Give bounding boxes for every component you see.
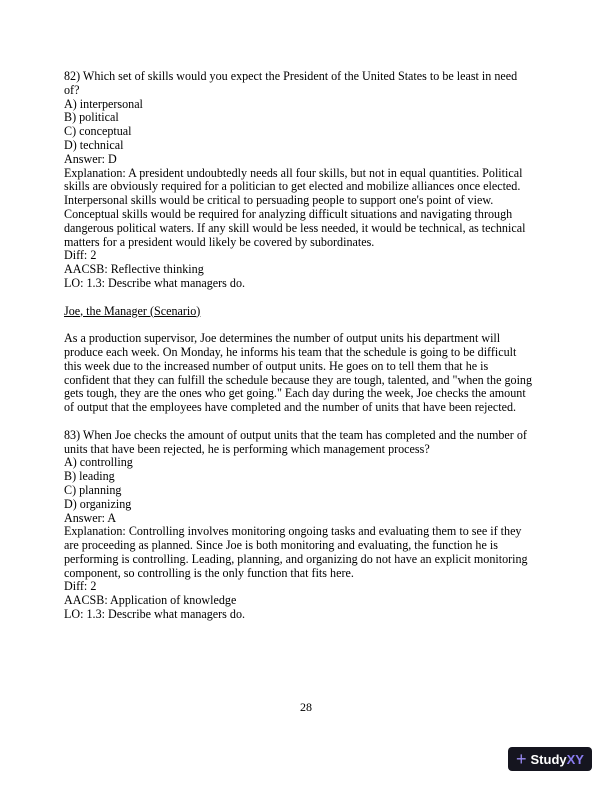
explanation-line: Explanation: A president undoubtedly needs all four skills, but not in equal quantities. Political	[64, 165, 523, 180]
option-c: C) planning	[64, 482, 122, 497]
option-b: B) leading	[64, 469, 115, 484]
explanation-line: performing is controlling. Leading, planning, and organizing do not have an explicit monitoring	[64, 551, 528, 566]
explanation-line: are proceeding as planned. Since Joe is both monitoring and evaluating, the function he is	[64, 538, 498, 553]
difficulty: Diff: 2	[64, 579, 97, 594]
scenario-line: gets tough, they are the ones who get going." Each day during the week, Joe checks the amount	[64, 386, 526, 401]
aacsb: AACSB: Reflective thinking	[64, 262, 204, 277]
learning-objective: LO: 1.3: Describe what managers do.	[64, 607, 246, 622]
aacsb: AACSB: Application of knowledge	[64, 593, 237, 608]
explanation-line: matters for a president would likely be covered by subordinates.	[64, 234, 375, 249]
difficulty: Diff: 2	[64, 248, 97, 263]
option-a: A) interpersonal	[64, 96, 143, 111]
explanation-line: component, so controlling is the only function that fits here.	[64, 565, 354, 580]
explanation-line: dangerous political waters. If any skill would be less needed, it would be technical, as technical	[64, 220, 526, 235]
explanation-line: Interpersonal skills would be critical to persuading people to support one's point of view.	[64, 193, 494, 208]
option-a: A) controlling	[64, 455, 133, 470]
question-text: 83) When Joe checks the amount of output units that the team has completed and the number of	[64, 427, 527, 442]
question-text: 82) Which set of skills would you expect the President of the United States to be least in need	[64, 69, 518, 83]
studyxy-logo[interactable]	[508, 747, 592, 771]
scenario-heading: Joe, the Manager (Scenario)	[64, 303, 201, 318]
explanation-line: skills are obviously required for a politician to get elected and mobilize alliances once elected.	[64, 179, 521, 194]
question-83	[64, 429, 554, 622]
option-d: D) organizing	[64, 496, 132, 511]
option-b: B) political	[64, 110, 119, 125]
plus-icon: +	[516, 749, 527, 769]
page-content	[64, 70, 554, 622]
answer: Answer: D	[64, 151, 117, 166]
question-text: of?	[64, 82, 80, 97]
scenario-line: of output that the employees have completed and the number of units that have been rejected.	[64, 400, 517, 415]
scenario-line: this week due to the increased number of output units. He goes on to tell them that he is	[64, 358, 489, 373]
scenario-line: As a production supervisor, Joe determines the number of output units his department will	[64, 331, 501, 346]
explanation-line: Conceptual skills would be required for analyzing difficult situations and navigating through	[64, 206, 513, 221]
option-d: D) technical	[64, 137, 124, 152]
logo-text: StudyXY	[530, 751, 584, 767]
question-82	[64, 70, 554, 291]
learning-objective: LO: 1.3: Describe what managers do.	[64, 275, 246, 290]
scenario-line: produce each week. On Monday, he informs his team that the schedule is going to be difficult	[64, 344, 517, 359]
question-text: units that have been rejected, he is performing which management process?	[64, 441, 430, 456]
scenario-line: confident that they can fulfill the schedule because they are tough, talented, and "when the going	[64, 372, 533, 387]
page-number: 28	[300, 700, 312, 714]
option-c: C) conceptual	[64, 124, 132, 139]
explanation-line: Explanation: Controlling involves monitoring ongoing tasks and evaluating them to see if they	[64, 524, 522, 539]
answer: Answer: A	[64, 510, 117, 525]
scenario-text	[64, 332, 554, 415]
